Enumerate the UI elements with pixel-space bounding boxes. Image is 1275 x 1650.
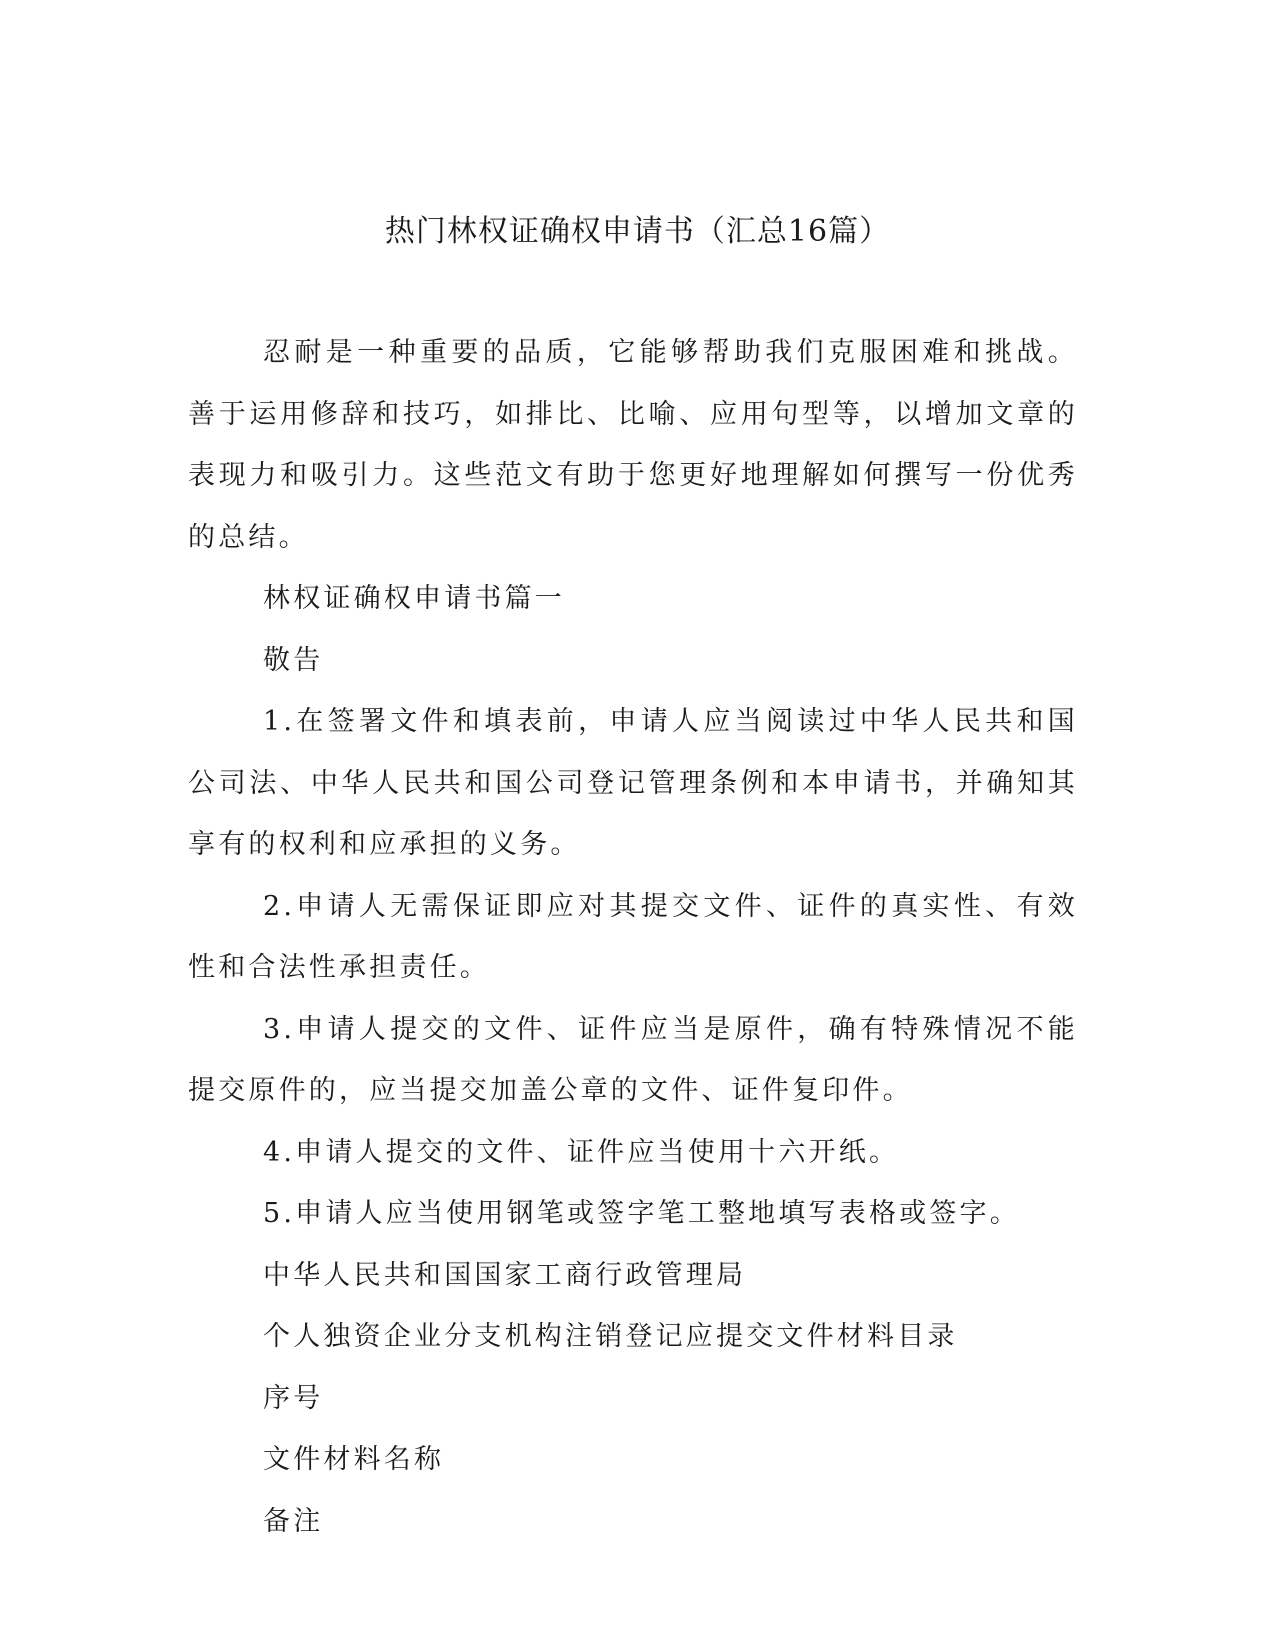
document-body (188, 322, 1078, 1552)
notice-item-4: 4.申请人提交的文件、证件应当使用十六开纸。 (263, 1136, 900, 1168)
materials-list-title: 个人独资企业分支机构注销登记应提交文件材料目录 (263, 1321, 958, 1352)
document-title: 热门林权证确权申请书（汇总16篇） (384, 214, 891, 249)
notice-item-3: 3.申请人提交的文件、证件应当是原件，确有特殊情况不能提交原件的，应当提交加盖公章的文件、证件复印件。 (188, 1013, 1078, 1106)
section-heading: 林权证确权申请书篇一 (263, 583, 565, 614)
column-remarks: 备注 (263, 1505, 324, 1537)
column-material-name: 文件材料名称 (263, 1444, 445, 1475)
intro-paragraph: 忍耐是一种重要的品质，它能够帮助我们克服困难和挑战。善于运用修辞和技巧，如排比、比喻、应用句型等，以增加文章的表现力和吸引力。这些范文有助于您更好地理解如何撰写一份优秀的总结。 (188, 337, 1078, 553)
notice-heading: 敬告 (263, 644, 324, 676)
column-serial-number: 序号 (263, 1382, 324, 1414)
notice-item-1: 1.在签署文件和填表前，申请人应当阅读过中华人民共和国公司法、中华人民共和国公司登记管理条例和本申请书，并确知其享有的权利和应承担的义务。 (188, 706, 1078, 860)
notice-item-5: 5.申请人应当使用钢笔或签字笔工整地填写表格或签字。 (263, 1198, 1020, 1229)
issuing-authority: 中华人民共和国国家工商行政管理局 (263, 1259, 747, 1291)
notice-item-2: 2.申请人无需保证即应对其提交文件、证件的真实性、有效性和合法性承担责任。 (188, 890, 1078, 983)
